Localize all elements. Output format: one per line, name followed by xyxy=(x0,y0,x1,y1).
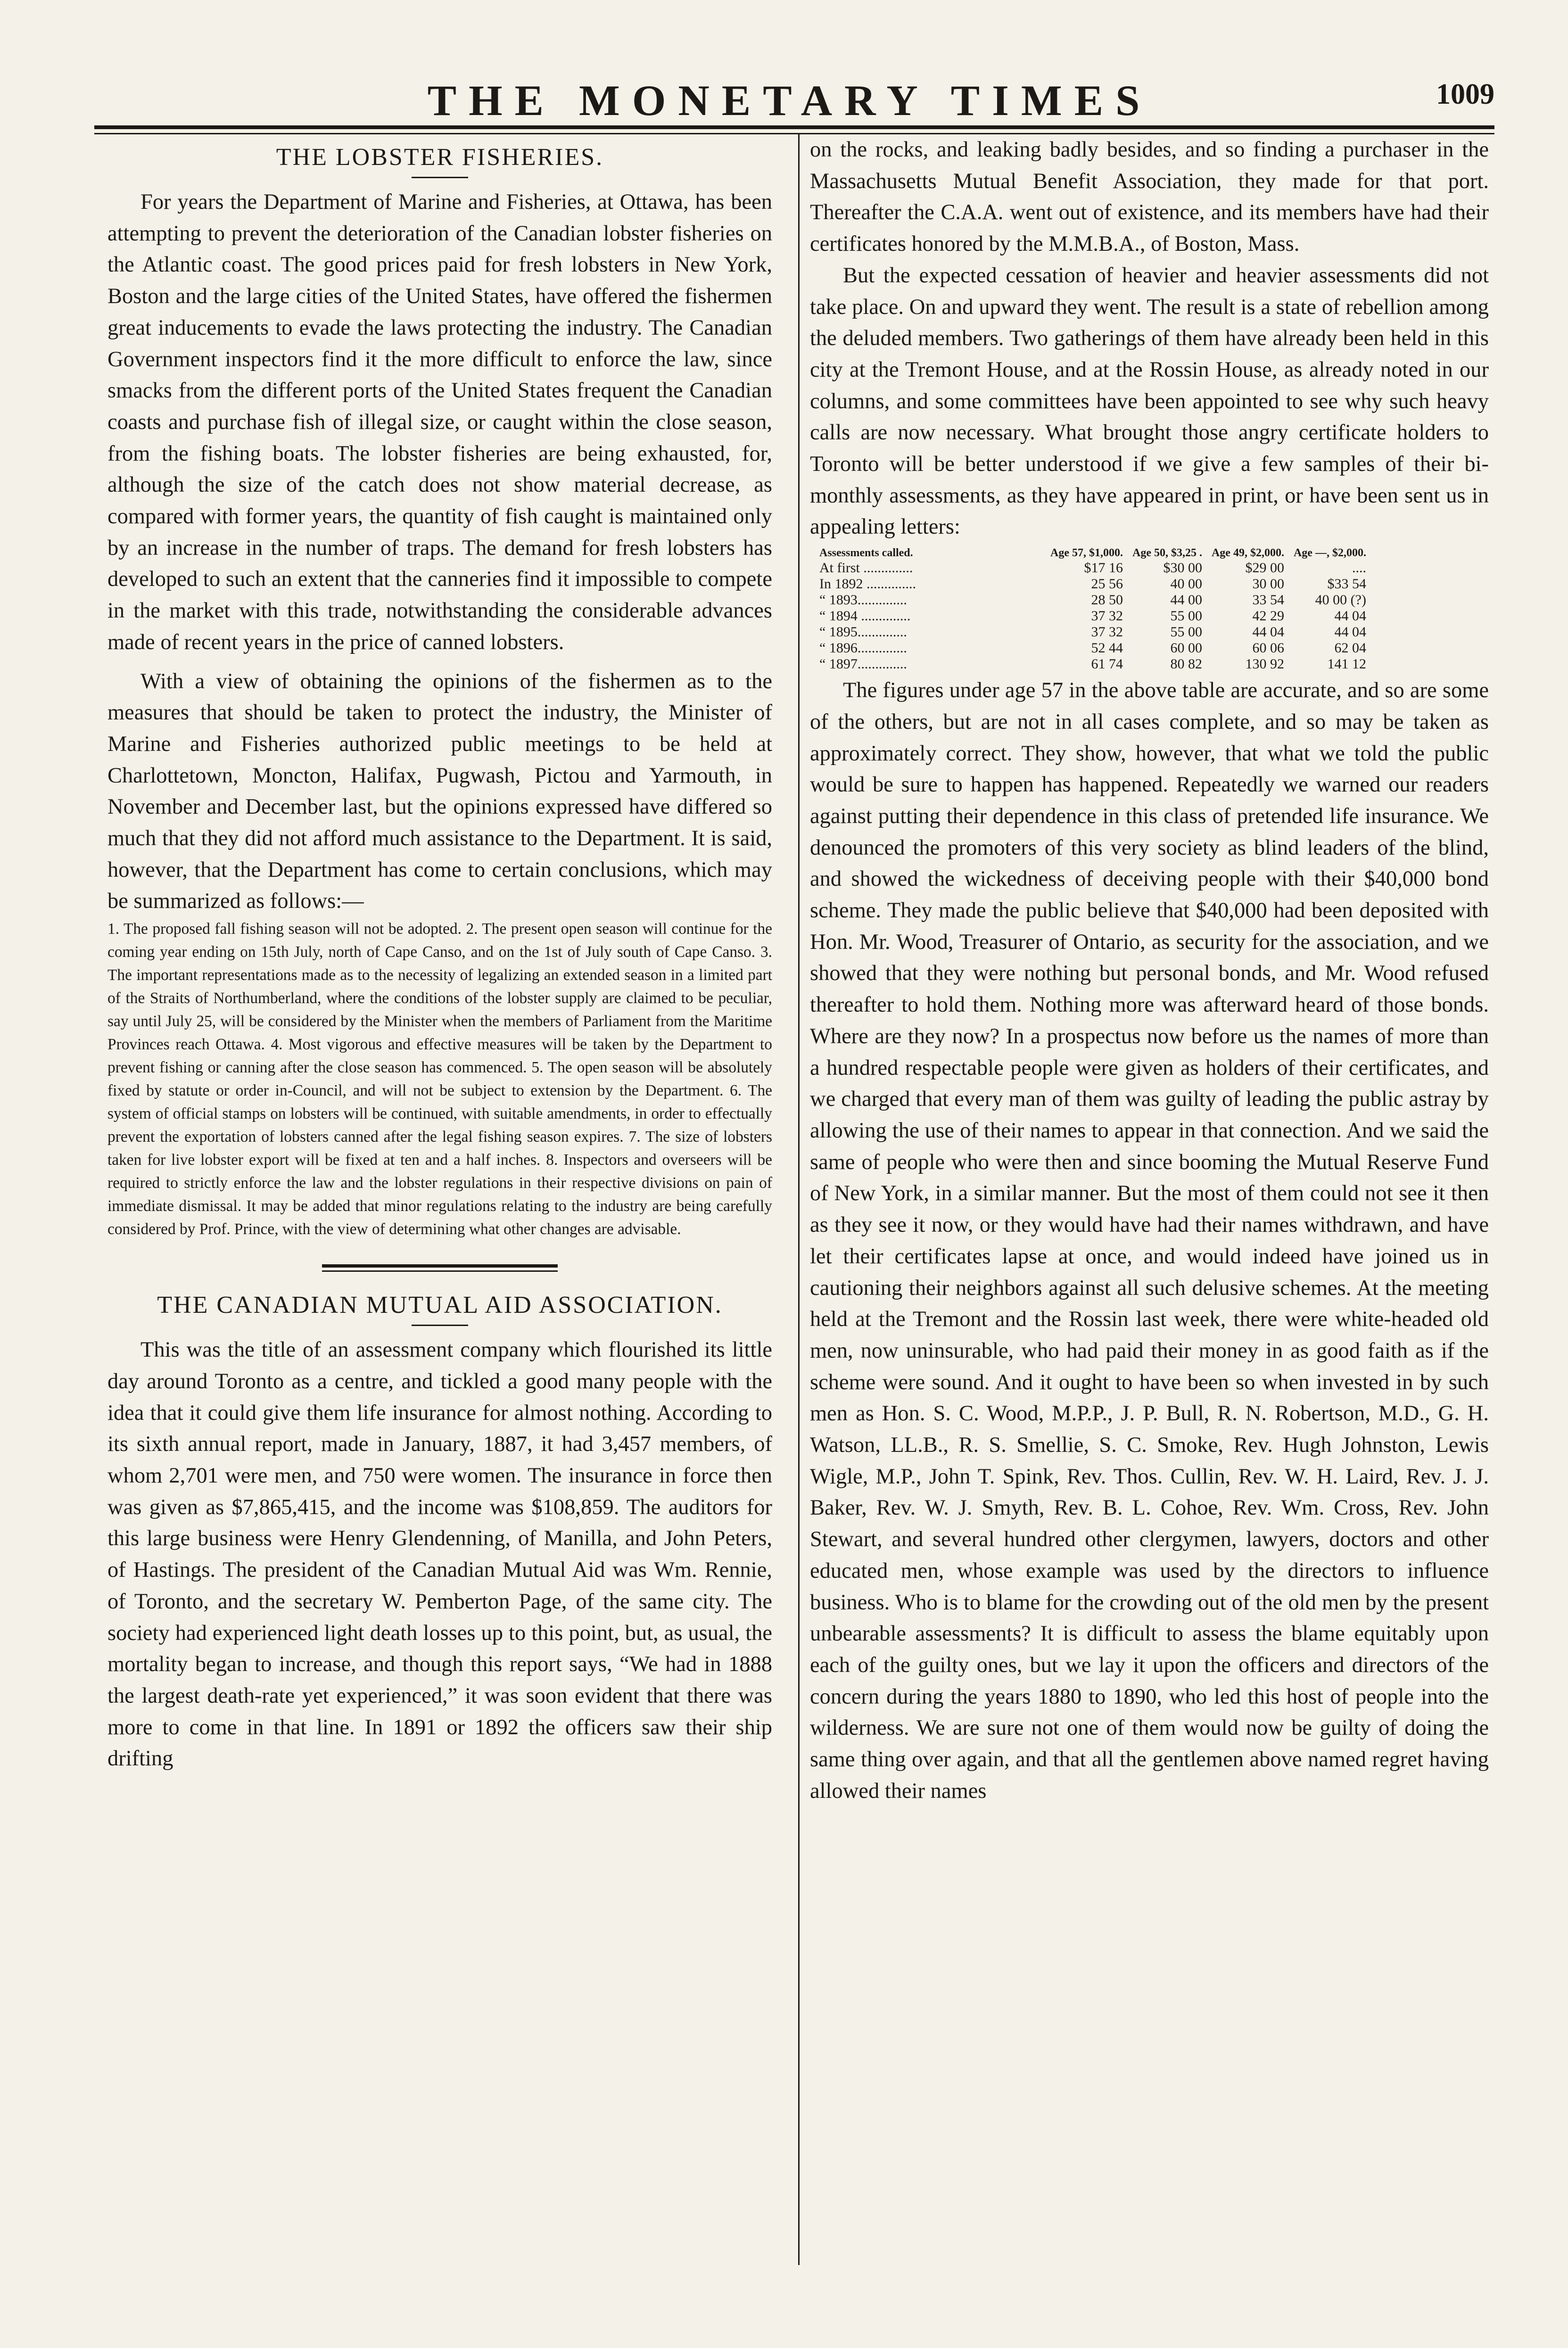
table-row xyxy=(815,560,1371,576)
lobster-conclusions: 1. The proposed fall fishing season will not be adopted. 2. The present open season will continue for the coming year ending on 15th July, north of Cape Canso, and on the 1st of July south of Cape Canso. 3. The important representations made as to the necessity of legalizing an extended season in a limited part of the Straits of Northumberland, where the conditions of the lobster supply are claimed to be peculiar, say until July 25, will be considered by the Minister when the members of Parliament from the Maritime Provinces reach Ottawa. 4. Most vigorous and effective measures will be taken by the Department to prevent fishing or canning after the close season has commenced. 5. The open season will be absolutely fixed by statute or order in-Council, and will not be subject to extension by the Department. 6. The system of official stamps on lobsters will be continued, with suitable amendments, in order to effectually prevent the exportation of lobsters canned after the legal fishing season expires. 7. The size of lobsters taken for live lobster export will be fixed at ten and a half inches. 8. Inspectors and overseers will be required to strictly enforce the law and the lobster regulations in their respective divisions on pain of immediate dismissal. It may be added that minor regulations relating to the industry are being carefully considered by Prof. Prince, with the view of determining what other changes are advisable. xyxy=(107,920,772,1238)
cmaa-paragraph-1: This was the title of an assessment company which flourished its little day around Toronto as a centre, and tickled a good many people with the idea that it could give them life insurance for almost nothing. According to its sixth annual report, made in January, 1887, it had 3,457 members, of whom 2,701 were men, and 750 were women. The insurance in force then was given as $7,865,415, and the income was $108,859. The auditors for this large business were Henry Glendenning, of Manilla, and John Peters, of Hastings. The president of the Canadian Mutual Aid was Wm. Rennie, of Toronto, and the secretary W. Pemberton Page, of the same city. The society had experienced light death losses up to this point, but, as usual, the mortality began to increase, and though this report says, “We had in 1888 the largest death-rate yet experienced,” it was soon evident that there was more to come in that line. In 1891 or 1892 the officers saw their ship drifting xyxy=(107,1338,772,1771)
lobster-heading: THE LOBSTER FISHERIES. xyxy=(276,144,604,171)
table-cell: 40 00 xyxy=(1170,576,1202,592)
table-cell: 55 00 xyxy=(1170,608,1202,624)
left-column xyxy=(107,134,772,1775)
table-header: Age 49, $2,000. xyxy=(1211,547,1284,560)
table-cell: 25 56 xyxy=(1091,576,1123,592)
table-cell: 80 82 xyxy=(1170,656,1202,672)
heading-rule xyxy=(412,177,468,178)
header-rule xyxy=(94,125,1494,129)
table-cell: “ 1896.............. xyxy=(819,640,907,656)
table-cell: “ 1897.............. xyxy=(819,656,907,672)
table-row xyxy=(815,608,1371,624)
table-cell: “ 1895.............. xyxy=(819,624,907,640)
table-row xyxy=(815,656,1371,672)
table-header: Assessments called. xyxy=(819,547,913,560)
cmaa-paragraph-2: But the expected cessation of heavier and heavier assessments did not take place. On and upward they went. The result is a state of rebellion among the deluded members. Two gatherings of them have already been held in this city at the Tremont House, and at the Rossin House, as already noted in our columns, and some committees have been appointed to see why such heavy calls are now necessary. What brought those angry certificate holders to Toronto will be better understood if we give a few samples of their bi-monthly assessments, as they have appeared in print, or have been sent us in appealing letters: xyxy=(810,263,1489,539)
assessments-table xyxy=(815,546,1371,672)
table-cell: In 1892 .............. xyxy=(819,576,916,592)
masthead xyxy=(85,33,1494,127)
table-row xyxy=(815,592,1371,608)
table-cell: .... xyxy=(1352,560,1366,576)
table-header: Age 50, $3,25 . xyxy=(1132,547,1202,560)
table-cell: 61 74 xyxy=(1091,656,1123,672)
table-cell: 33 54 xyxy=(1252,592,1284,608)
lobster-paragraph-2: With a view of obtaining the opinions of the fishermen as to the measures that should be taken to protect the industry, the Minister of Marine and Fisheries authorized public meetings to be held at Charlottetown, Moncton, Halifax, Pugwash, Pictou and Yarmouth, in November and December last, but the opinions expressed have differed so much that they did not afford much assistance to the Department. It is said, however, that the Department has come to certain conclusions, which may be summarized as follows:— xyxy=(107,669,772,914)
table-cell: 62 04 xyxy=(1334,640,1366,656)
table-cell: 28 50 xyxy=(1091,592,1123,608)
table-cell: At first .............. xyxy=(819,560,913,576)
table-cell: 42 29 xyxy=(1252,608,1284,624)
table-cell: 40 00 (?) xyxy=(1315,592,1366,608)
table-cell: 44 00 xyxy=(1170,592,1202,608)
lobster-paragraph-1: For years the Department of Marine and Fisheries, at Ottawa, has been attempting to prevent the deterioration of the Canadian lobster fisheries on the Atlantic coast. The good prices paid for fresh lobsters in New York, Boston and the large cities of the United States, have offered the fishermen great inducements to evade the laws protecting the industry. The Canadian Government inspectors find it the more difficult to enforce the law, since smacks from the different ports of the United States frequent the Canadian coasts and purchase fish of illegal size, or caught within the close season, from the fishing boats. The lobster fisheries are being exhausted, for, although the size of the catch does not show material decrease, as compared with former years, the quantity of fish caught is maintained only by an increase in the number of traps. The demand for fresh lobsters has developed to such an extent that the canneries find it impossible to compete in the market with this trade, notwithstanding the considerable advances made of recent years in the price of canned lobsters. xyxy=(107,190,772,654)
publication-title: THE MONETARY TIMES xyxy=(427,76,1152,124)
table-cell: 55 00 xyxy=(1170,624,1202,640)
table-header-row xyxy=(815,546,1371,560)
cmaa-heading: THE CANADIAN MUTUAL AID ASSOCIATION. xyxy=(157,1292,723,1319)
heading-rule xyxy=(412,1325,468,1326)
table-header: Age —, $2,000. xyxy=(1293,547,1366,560)
table-header: Age 57, $1,000. xyxy=(1050,547,1123,560)
table-cell: 60 06 xyxy=(1252,640,1284,656)
table-cell: 44 04 xyxy=(1252,624,1284,640)
table-row xyxy=(815,624,1371,640)
table-row xyxy=(815,640,1371,656)
cmaa-paragraph-1-continued: on the rocks, and leaking badly besides, and so finding a purchaser in the Massachusetts Mutual Benefit Association, they made for that port. Thereafter the C.A.A. went out of existence, and its members have had their certificates honored by the M.M.B.A., of Boston, Mass. xyxy=(810,138,1489,256)
table-cell: 37 32 xyxy=(1091,624,1123,640)
right-column xyxy=(810,134,1489,1807)
table-cell: $30 00 xyxy=(1163,560,1202,576)
cmaa-paragraph-3: The figures under age 57 in the above table are accurate, and so are some of the others, but are not in all cases complete, and so may be taken as approximately correct. They show, however, that what we told the public would be sure to happen has happened. Repeatedly we warned our readers against putting their dependence in this class of pretended life insurance. We denounced the promoters of this very society as blind leaders of the blind, and showed the wickedness of deceiving people with their $40,000 bond scheme. They made the public believe that $40,000 had been deposited with Hon. Mr. Wood, Treasurer of Ontario, as security for the association, and we showed that they were nothing but personal bonds, and Mr. Wood refused thereafter to hold them. Nothing more was afterward heard of those bonds. Where are they now? In a prospectus now before us the names of more than a hundred respectable people were given as holders of their certificates, and we charged that every man of them was guilty of leading the public astray by allowing the use of their names to appear in that connection. And we said the same of people who were then and since booming the Mutual Reserve Fund of New York, in a similar manner. But the most of them could not see it then as they see it now, or they would have had their names withdrawn, and have let their certificates lapse at once, and would indeed have joined us in cautioning their neighbors against all such delusive schemes. At the meeting held at the Tremont and the Rossin last week, there were white-headed old men, now uninsurable, who had paid their money in as good faith as if the scheme were sound. And it ought to have been so when invested in by such men as Hon. S. C. Wood, M.P.P., J. P. Bull, R. N. Robertson, M.D., G. H. Watson, LL.B., R. S. Smellie, S. C. Smoke, Rev. Hugh Johnston, Lewis Wigle, M.P., John T. Spink, Rev. Thos. Cullin, Rev. W. H. Laird, Rev. J. J. Baker, Rev. W. J. Smyth, Rev. B. L. Cohoe, Rev. Wm. Cross, Rev. John Stewart, and several hundred other clergymen, lawyers, doctors and other educated men, whose example was used by the directors to influence business. Who is to blame for the crowding out of the old men by the present unbearable assessments? It is difficult to assess the blame equitably upon each of the guilty ones, but we lay it upon the officers and directors of the concern during the years 1880 to 1890, who led this host of people into the wilderness. We are sure not one of them would now be guilty of doing the same thing over again, and that all the gentlemen above named regret having allowed their names xyxy=(810,678,1489,1803)
table-cell: 44 04 xyxy=(1334,608,1366,624)
table-cell: 130 92 xyxy=(1245,656,1284,672)
page-number: 1009 xyxy=(1436,78,1494,110)
column-divider xyxy=(798,134,800,2265)
table-cell: $29 00 xyxy=(1245,560,1284,576)
table-cell: “ 1894 .............. xyxy=(819,608,911,624)
table-row xyxy=(815,576,1371,592)
table-cell: $17 16 xyxy=(1084,560,1123,576)
table-cell: $33 54 xyxy=(1327,576,1366,592)
table-cell: 30 00 xyxy=(1252,576,1284,592)
table-cell: 60 00 xyxy=(1170,640,1202,656)
table-cell: 44 04 xyxy=(1334,624,1366,640)
table-cell: 52 44 xyxy=(1091,640,1123,656)
article-separator xyxy=(322,1264,558,1272)
table-cell: 141 12 xyxy=(1327,656,1366,672)
table-cell: “ 1893.............. xyxy=(819,592,907,608)
table-cell: 37 32 xyxy=(1091,608,1123,624)
